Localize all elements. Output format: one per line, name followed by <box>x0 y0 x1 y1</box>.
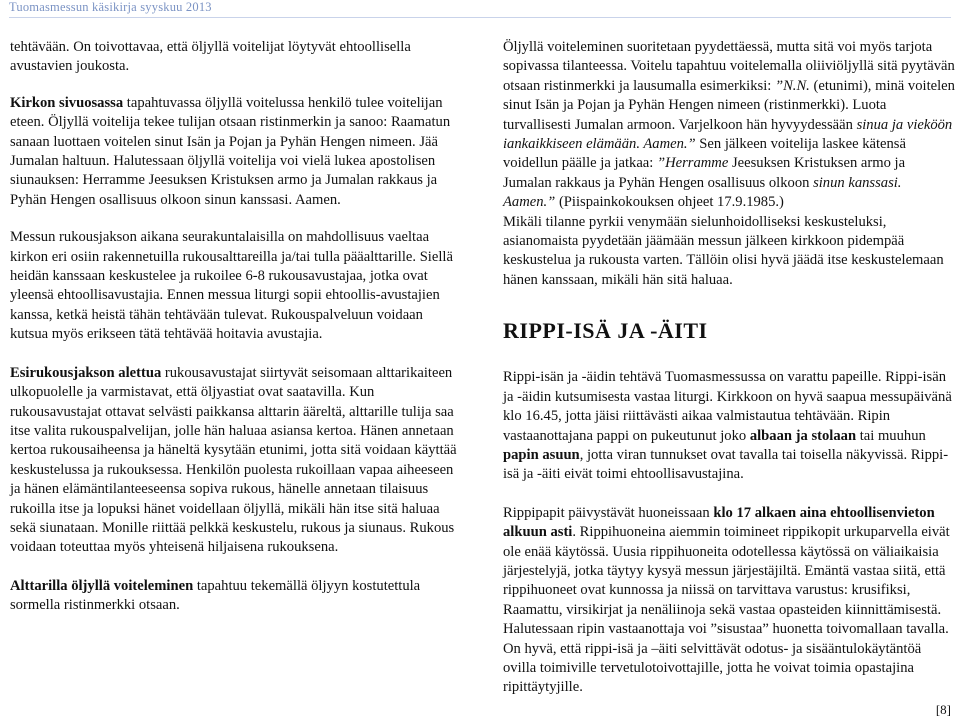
right-p4-text-a: Rippipapit päivystävät huoneissaan <box>503 504 714 521</box>
right-p4-text-c: . Rippihuoneina aiemmin toimineet rippikopit urkuparvella eivät ole enää käytössä. Uusia rippihuoneita odotellessa käytössä on väliaikaisia järjestelyjä, jotka täytyy kysyä messun järjestäjiltä. Emäntä vastaa siitä, että rippihuoneet ovat kunnossa ja niissä on tarvittava varustus: krusifiksi, Raamattu, virsikirjat ja nenäliinoja sekä vastaa opasteiden kiinnittämisestä. Halutessaan ripin vastaanottaja voi ”sisustaa” huonetta toivomallaan tavalla. On hyvä, että rippi-isä ja –äiti selvittävät odotus- ja sisääntulokäytäntöä ovilla toimiville tervetulotoivottajille, jotta he voivat toimia opastajina ripittäytyjille. <box>503 524 950 696</box>
left-column <box>10 38 462 616</box>
right-p1-italic-4: sinun kanssasi. Aamen.” <box>503 174 902 211</box>
right-p3-bold-2: papin asuun <box>503 446 580 463</box>
right-p1-italic-1: ”N.N. <box>774 77 810 94</box>
left-paragraph-4 <box>10 364 462 558</box>
right-p1-text-d: Jeesuksen Kristuksen armo ja Jumalan rakkaus ja Pyhän Hengen osallisuus olkoon <box>503 155 906 191</box>
right-p1-italic-3: ”Herramme <box>656 155 729 172</box>
right-paragraph-1 <box>503 38 955 213</box>
header-divider <box>9 17 951 18</box>
right-p3-text-c: tai muuhun <box>856 427 926 444</box>
right-p1-text-b: (etunimi), minä voitelen sinut Isän ja Pojan ja Pyhän Hengen nimeen (ristinmerkki). Luota turvallisesti Jumalan armoon. Varjelkoon hän hyvyydessään <box>503 77 955 133</box>
right-p1-text-a: Öljyllä voiteleminen suoritetaan pyydettäessä, mutta sitä voi myös tarjota sopivassa tilanteessa. Voitelu tapahtuu voitelemalla oliiviöljyllä sitä pyytävän otsaan ristinmerkki ja lausumalla esimerkiksi: <box>503 39 955 94</box>
right-paragraph-3 <box>503 368 955 484</box>
left-paragraph-4-lead: Esirukousjakson alettua <box>10 364 162 381</box>
left-paragraph-5 <box>10 577 462 616</box>
right-paragraph-4 <box>503 504 955 698</box>
left-paragraph-3: Messun rukousjakson aikana seurakuntalaisilla on mahdollisuus vaeltaa kirkon eri osiin rakennetuilla rukousalttareilla ja/tai tulla pääalttarille. Siellä heidän kanssaan keskustelee ja rukoilee 6-8 rukousavustajaa, jotka ovat yleensä ehtoollisavustajia. Ennen messua liturgi sopii ehtoollis-avustajien kanssa, ketkä heistä tähän tehtävään tulevat. Rukouspalveluun voidaan kutsua myös erikseen tätä tehtävää hoitavia avustajia. <box>10 229 453 343</box>
left-paragraph-2-lead: Kirkon sivuosassa <box>10 94 124 111</box>
left-paragraph-4-text: rukousavustajat siirtyvät seisomaan alttarikaiteen ulkopuolelle ja varmistavat, että öljyastiat ovat saatavilla. Kun rukousavustajat ottavat selvästi paikkansa alttarin ääreltä, alttarille tulija saa itse valita rukouspalvelijan, jolle hän haluaa asiansa kertoa. Hänen annetaan kertoa rukousaiheensa ja häneltä kysytään etunimi, jotta sitä voidaan käyttää keskustelussa ja rukouksessa. Henkilön puolesta rukoillaan vapaa aiheeseen ja hänen elämäntilanteeseensa sopiva rukous, hänelle annetaan tilaisuus rukoilla itse ja lopuksi hänet voidellaan öljyllä, mikäli hän itse sitä haluaa sekä siunataan. Monille riittää pelkkä keskustelu, rukous ja siunaus. Rukous voidaan toteuttaa myös yhteisenä hiljaisena rukouksena. <box>10 364 457 556</box>
running-header: Tuomasmessun käsikirja syyskuu 2013 <box>9 0 212 14</box>
right-p1-text-e: (Piispainkokouksen ohjeet 17.9.1985.) <box>555 194 784 211</box>
right-p3-text-d: , jotta viran tunnukset ovat tavalla tai toisella näkyvissä. Rippi-isä ja -äiti eivät toimi ehtoollisavustajina. <box>503 446 949 483</box>
right-p3-text-a: Rippi-isän ja -äidin tehtävä Tuomasmessussa on varattu papeille. Rippi-isän ja -äidin kutsumisesta vastaa liturgi. Kirkkoon on hyvä saapua messupäivänä klo 16.45, jotta jäisi riittävästi aikaa valmistautua tehtävään. Ripin vastaanottajana pappi on pukeutunut joko <box>503 369 952 444</box>
right-p3-bold-1: albaan ja stolaan <box>749 427 857 444</box>
left-paragraph-5-lead: Alttarilla öljyllä voiteleminen <box>10 577 194 594</box>
left-paragraph-2-text: tapahtuvassa öljyllä voitelussa henkilö tulee voitelijan eteen. Öljyllä voitelija tekee tulijan otsaan ristinmerkin ja sanoo: Raamatun sanaan luottaen voitelen sinut Isän ja Pojan ja Pyhän Hengen nimeen. Jää Jumalan haltuun. Halutessaan öljyllä voitelija voi vielä lukea apostolisen siunauksen: Herramme Jeesuksen Kristuksen armo ja Jumalan rakkaus ja Pyhän Hengen osallisuus olkoon sinun kanssasi. Aamen. <box>10 94 451 208</box>
section-heading: RIPPI-ISÄ JA -ÄITI <box>503 318 708 344</box>
right-paragraph-2: Mikäli tilanne pyrkii venymään sielunhoidolliseksi keskusteluksi, asianomaista pyydetään jäämään messun jälkeen kirkkoon pidempää keskustelua ja rukousta varten. Tällöin olisi hyvä jäädä itse keskustelemaan hänen kanssaan, mikäli hän sitä haluaa. <box>503 213 944 288</box>
left-paragraph-2 <box>10 94 462 210</box>
page-number: [8] <box>935 702 951 717</box>
right-p1-italic-2: sinua ja vieköön iankaikkiseen elämään. Aamen.” <box>503 116 953 153</box>
right-column <box>503 38 955 698</box>
left-paragraph-1: tehtävään. On toivottavaa, että öljyllä voitelijat löytyvät ehtoollisella avustavien joukosta. <box>10 39 411 75</box>
right-p1-text-c: Sen jälkeen voitelija laskee kätensä voidellun päälle ja jatkaa: <box>503 136 906 172</box>
left-paragraph-5-text: tapahtuu tekemällä öljyyn kostutettula sormella ristinmerkki otsaan. <box>10 577 421 614</box>
right-p4-bold-1: klo 17 alkaen aina ehtoollisenvieton alkuun asti <box>503 504 935 541</box>
